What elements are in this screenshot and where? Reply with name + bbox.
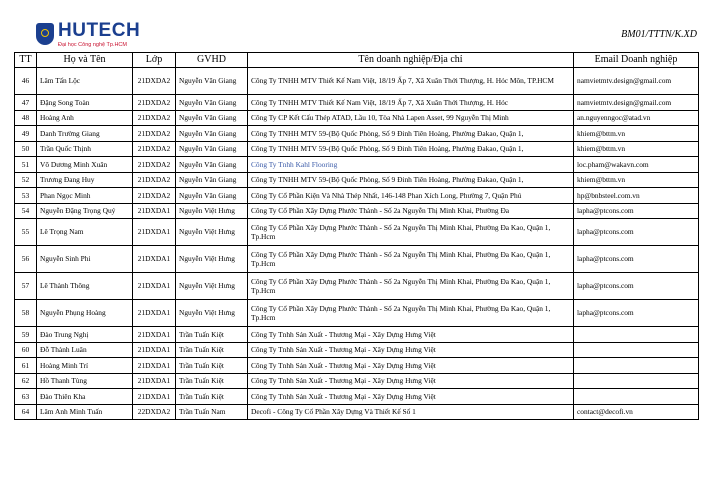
company-address: Công Ty TNHH MTV 59-(Bộ Quốc Phòng, Số 9 Đinh Tiên Hoàng, Phường Đakao, Quận 1, (248, 126, 574, 142)
advisor-name: Nguyễn Văn Giang (176, 172, 248, 188)
company-address: Công Ty Tnhh Sản Xuất - Thương Mại - Xây Dựng Hưng Việt (248, 342, 574, 358)
table-row (15, 68, 699, 95)
advisor-name: Nguyễn Văn Giang (176, 188, 248, 204)
student-name: Đào Thiên Kha (37, 389, 133, 405)
student-name: Nguyễn Phụng Hoàng (37, 300, 133, 327)
student-name: Lâm Anh Minh Tuấn (37, 404, 133, 420)
company-email: lapha@ptcons.com (574, 203, 699, 219)
student-name: Danh Trường Giang (37, 126, 133, 142)
hutech-logo (36, 22, 156, 52)
table-body (15, 68, 699, 420)
student-name: Võ Dương Minh Xuân (37, 157, 133, 173)
row-number: 58 (15, 300, 37, 327)
brand-tagline: Đại học Công nghệ Tp.HCM (58, 42, 127, 48)
hutech-crest-icon (36, 23, 54, 45)
student-name: Lê Trọng Nam (37, 219, 133, 246)
class-code: 21DXDA2 (133, 157, 176, 173)
company-address: Công Ty Tnhh Sản Xuất - Thương Mại - Xây Dựng Hưng Việt (248, 389, 574, 405)
class-code: 21DXDA1 (133, 300, 176, 327)
student-name: Lâm Tấn Lộc (37, 68, 133, 95)
class-code: 21DXDA1 (133, 246, 176, 273)
row-number: 47 (15, 95, 37, 111)
class-code: 21DXDA1 (133, 342, 176, 358)
student-name: Trần Quốc Thịnh (37, 141, 133, 157)
row-number: 64 (15, 404, 37, 420)
student-name: Đỗ Thành Luân (37, 342, 133, 358)
class-code: 21DXDA1 (133, 373, 176, 389)
class-code: 21DXDA2 (133, 172, 176, 188)
company-email: lapha@ptcons.com (574, 273, 699, 300)
col-header-email: Email Doanh nghiệp (574, 53, 699, 68)
row-number: 49 (15, 126, 37, 142)
student-name: Hoàng Minh Trí (37, 358, 133, 374)
table-row (15, 300, 699, 327)
company-address: Công Ty Tnhh Sản Xuất - Thương Mại - Xây Dựng Hưng Việt (248, 358, 574, 374)
table-row (15, 141, 699, 157)
row-number: 61 (15, 358, 37, 374)
company-address: Công Ty TNHH MTV 59-(Bộ Quốc Phòng, Số 9 Đinh Tiên Hoàng, Phường Đakao, Quận 1, (248, 141, 574, 157)
row-number: 46 (15, 68, 37, 95)
company-address: Công Ty Cổ Phần Xây Dựng Phước Thành - Số 2a Nguyễn Thị Minh Khai, Phường Đa Kao, Quận 1, Tp.Hcm (248, 273, 574, 300)
company-address: Công Ty TNHH MTV Thiết Kế Nam Việt, 18/19 Ấp 7, Xã Xuân Thới Thượng, H. Hóc (248, 95, 574, 111)
table-row (15, 358, 699, 374)
company-address: Công Ty Tnhh Sản Xuất - Thương Mại - Xây Dựng Hưng Việt (248, 373, 574, 389)
table-row (15, 126, 699, 142)
internship-table (14, 52, 699, 420)
table-row (15, 219, 699, 246)
company-email: khiem@bttm.vn (574, 141, 699, 157)
company-email: lapha@ptcons.com (574, 300, 699, 327)
student-name: Nguyễn Đặng Trọng Quý (37, 203, 133, 219)
class-code: 21DXDA1 (133, 327, 176, 343)
advisor-name: Nguyễn Văn Giang (176, 68, 248, 95)
student-name: Hồ Thanh Tùng (37, 373, 133, 389)
col-header-gvhd: GVHD (176, 53, 248, 68)
table-row (15, 342, 699, 358)
company-address: Công Ty Tnhh Sản Xuất - Thương Mại - Xây Dựng Hưng Việt (248, 327, 574, 343)
company-address: Công Ty Cổ Phần Xây Dựng Phước Thành - Số 2a Nguyễn Thị Minh Khai, Phường Đa Kao, Quận 1, Tp.Hcm (248, 219, 574, 246)
company-address: Công Ty Cổ Phần Xây Dựng Phước Thành - Số 2a Nguyễn Thị Minh Khai, Phường Đa Kao, Quận 1, Tp.Hcm (248, 246, 574, 273)
table-row (15, 157, 699, 173)
student-name: Đào Trung Nghị (37, 327, 133, 343)
col-header-tt: TT (15, 53, 37, 68)
company-email: hp@bnbsteel.com.vn (574, 188, 699, 204)
table-header-row (15, 53, 699, 68)
row-number: 48 (15, 110, 37, 126)
class-code: 21DXDA1 (133, 203, 176, 219)
company-address: Công Ty Tnhh Kahl Flooring (248, 157, 574, 173)
advisor-name: Nguyễn Văn Giang (176, 157, 248, 173)
company-email (574, 389, 699, 405)
company-email (574, 373, 699, 389)
table-row (15, 95, 699, 111)
company-email (574, 358, 699, 374)
advisor-name: Trần Tuấn Kiệt (176, 342, 248, 358)
table-row (15, 172, 699, 188)
table-row (15, 188, 699, 204)
row-number: 53 (15, 188, 37, 204)
company-address: Decofi - Công Ty Cổ Phần Xây Dựng Và Thiết Kế Số 1 (248, 404, 574, 420)
student-name: Lê Thành Thông (37, 273, 133, 300)
row-number: 63 (15, 389, 37, 405)
row-number: 62 (15, 373, 37, 389)
student-name: Trương Đang Huy (37, 172, 133, 188)
student-name: Đặng Song Toàn (37, 95, 133, 111)
row-number: 56 (15, 246, 37, 273)
advisor-name: Nguyễn Văn Giang (176, 95, 248, 111)
company-address: Công Ty TNHH MTV 59-(Bộ Quốc Phòng, Số 9 Đinh Tiên Hoàng, Phường Đakao, Quận 1, (248, 172, 574, 188)
student-name: Hoàng Anh (37, 110, 133, 126)
company-email: lapha@ptcons.com (574, 219, 699, 246)
table-row (15, 327, 699, 343)
class-code: 21DXDA2 (133, 95, 176, 111)
class-code: 21DXDA2 (133, 126, 176, 142)
table-row (15, 404, 699, 420)
company-email (574, 327, 699, 343)
advisor-name: Trần Tuấn Kiệt (176, 389, 248, 405)
row-number: 59 (15, 327, 37, 343)
form-code: BM01/TTTN/K.XD (621, 29, 697, 40)
company-address: Công Ty Cổ Phần Xây Dựng Phước Thành - Số 2a Nguyễn Thị Minh Khai, Phường Đa (248, 203, 574, 219)
table-row (15, 273, 699, 300)
company-email: khiem@bttm.vn (574, 126, 699, 142)
company-email: namvietmtv.design@gmail.com (574, 95, 699, 111)
row-number: 57 (15, 273, 37, 300)
class-code: 21DXDA2 (133, 110, 176, 126)
table-row (15, 373, 699, 389)
advisor-name: Nguyễn Việt Hưng (176, 246, 248, 273)
advisor-name: Trần Tuấn Kiệt (176, 373, 248, 389)
class-code: 21DXDA1 (133, 273, 176, 300)
class-code: 21DXDA1 (133, 219, 176, 246)
advisor-name: Trần Tuấn Kiệt (176, 358, 248, 374)
table-row (15, 203, 699, 219)
col-header-company: Tên doanh nghiệp/Địa chỉ (248, 53, 574, 68)
company-email: lapha@ptcons.com (574, 246, 699, 273)
advisor-name: Nguyễn Việt Hưng (176, 219, 248, 246)
class-code: 21DXDA2 (133, 68, 176, 95)
company-address: Công Ty TNHH MTV Thiết Kế Nam Việt, 18/19 Ấp 7, Xã Xuân Thới Thượng, H. Hóc Môn, TP.HCM (248, 68, 574, 95)
row-number: 54 (15, 203, 37, 219)
table-row (15, 110, 699, 126)
student-name: Phan Ngọc Minh (37, 188, 133, 204)
advisor-name: Nguyễn Văn Giang (176, 126, 248, 142)
row-number: 52 (15, 172, 37, 188)
company-email: namvietmtv.design@gmail.com (574, 68, 699, 95)
company-address: Công Ty Cổ Phần Kiện Và Nhà Thép Nhất, 146-148 Phan Xích Long, Phường 7, Quận Phú (248, 188, 574, 204)
advisor-name: Nguyễn Văn Giang (176, 141, 248, 157)
col-header-name: Họ và Tên (37, 53, 133, 68)
company-email: an.nguyenngoc@atad.vn (574, 110, 699, 126)
col-header-class: Lớp (133, 53, 176, 68)
row-number: 51 (15, 157, 37, 173)
class-code: 21DXDA1 (133, 358, 176, 374)
advisor-name: Nguyễn Văn Giang (176, 110, 248, 126)
row-number: 60 (15, 342, 37, 358)
advisor-name: Nguyễn Việt Hưng (176, 300, 248, 327)
row-number: 55 (15, 219, 37, 246)
company-address: Công Ty Cổ Phần Xây Dựng Phước Thành - Số 2a Nguyễn Thị Minh Khai, Phường Đa Kao, Quận 1, Tp.Hcm (248, 300, 574, 327)
advisor-name: Trần Tuấn Nam (176, 404, 248, 420)
table-row (15, 389, 699, 405)
brand-name: HUTECH (58, 20, 141, 41)
advisor-name: Nguyễn Việt Hưng (176, 273, 248, 300)
row-number: 50 (15, 141, 37, 157)
advisor-name: Nguyễn Việt Hưng (176, 203, 248, 219)
class-code: 21DXDA2 (133, 141, 176, 157)
company-email: contact@decofi.vn (574, 404, 699, 420)
class-code: 21DXDA2 (133, 188, 176, 204)
class-code: 21DXDA1 (133, 389, 176, 405)
student-name: Nguyễn Sinh Phi (37, 246, 133, 273)
company-email: loc.pham@wakavn.com (574, 157, 699, 173)
advisor-name: Trần Tuấn Kiệt (176, 327, 248, 343)
company-address: Công Ty CP Kết Cấu Thép ATAD, Lầu 10, Tòa Nhà Lapen Asset, 99 Nguyễn Thị Minh (248, 110, 574, 126)
class-code: 22DXDA2 (133, 404, 176, 420)
table-row (15, 246, 699, 273)
company-email (574, 342, 699, 358)
company-email: khiem@bttm.vn (574, 172, 699, 188)
